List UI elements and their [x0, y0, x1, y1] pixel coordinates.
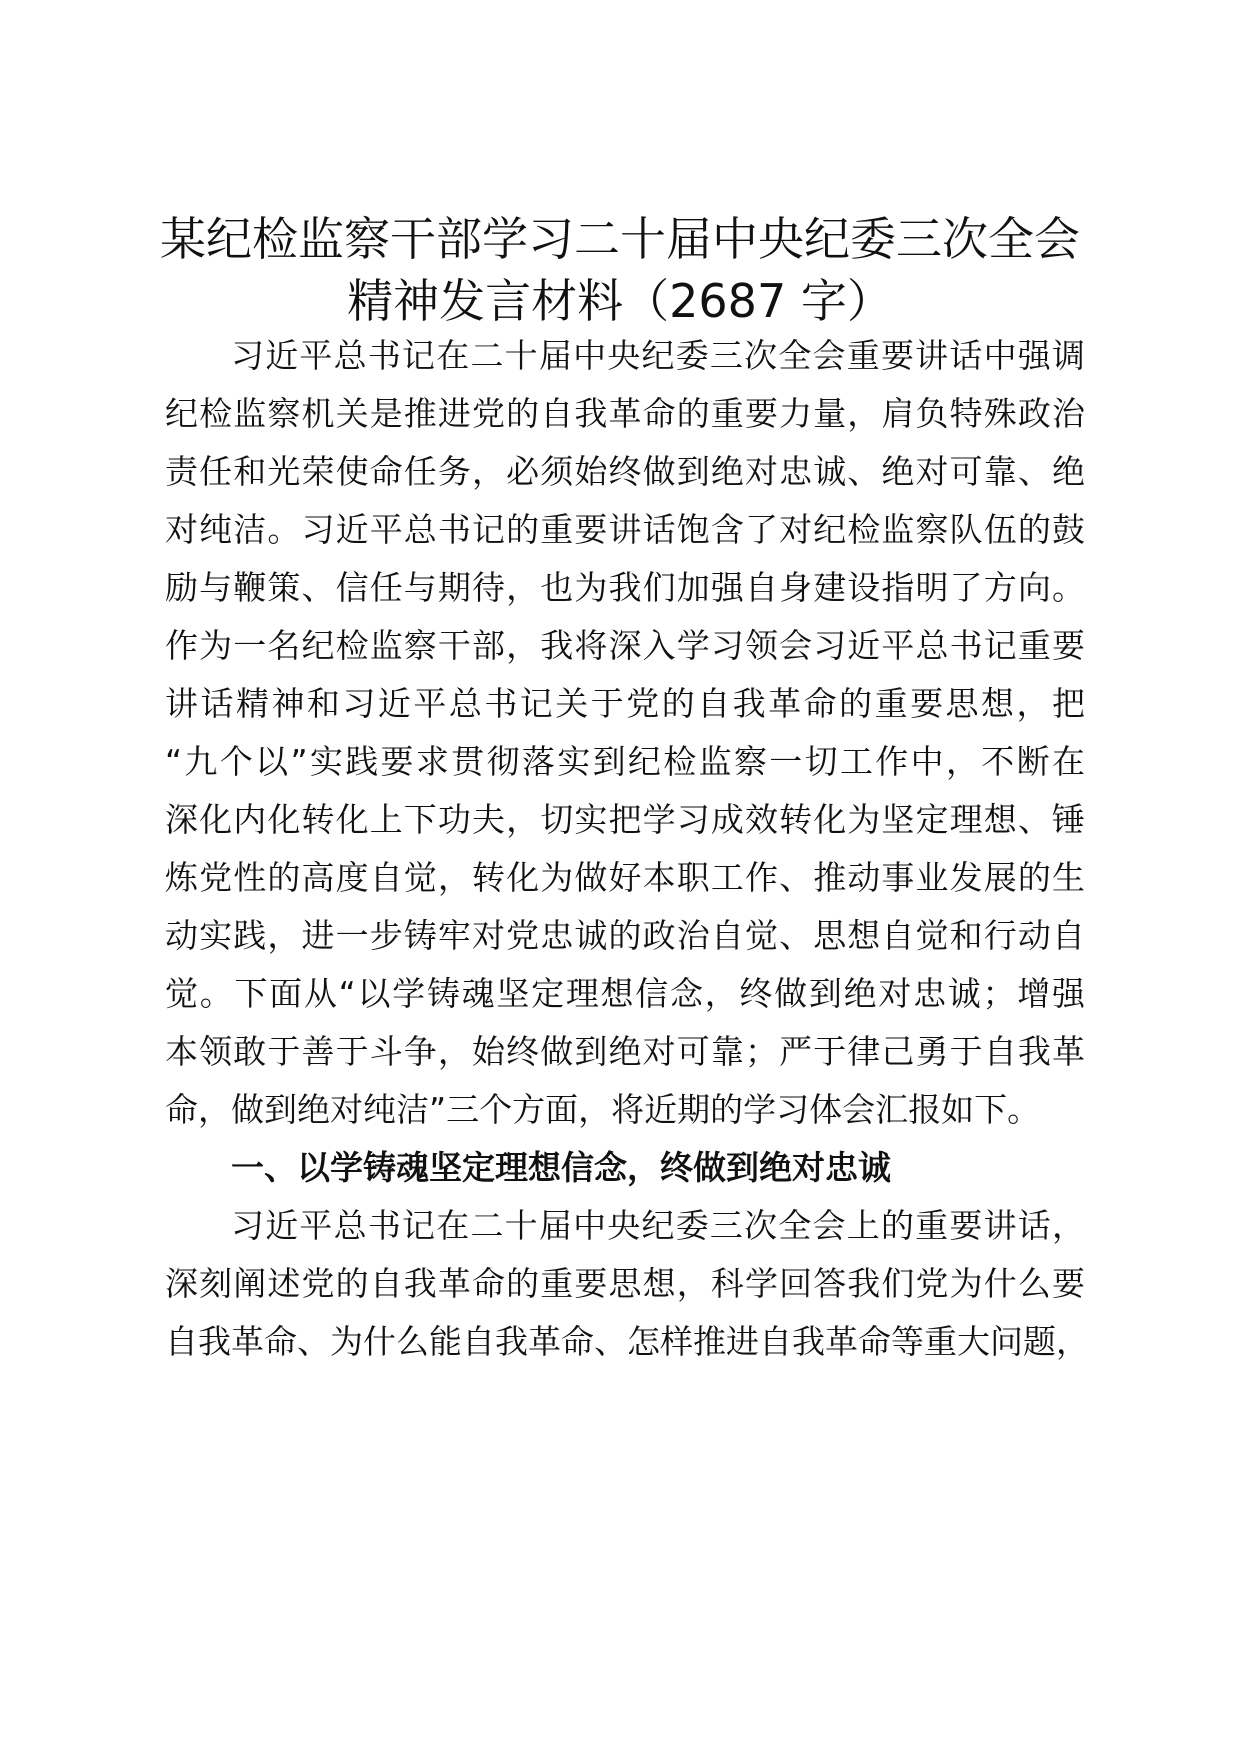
paragraph-2-line-3: 自我革命、为什么能自我革命、怎样推进自我革命等重大问题，	[165, 1322, 1089, 1361]
paragraph-1-line-7: 讲话精神和习近平总书记关于党的自我革命的重要思想，把	[165, 684, 1085, 723]
paragraph-1-line-2: 纪检监察机关是推进党的自我革命的重要力量，肩负特殊政治	[165, 394, 1085, 433]
paragraph-1-line-4: 对纯洁。习近平总书记的重要讲话饱含了对纪检监察队伍的鼓	[165, 510, 1085, 549]
paragraph-1-line-10: 炼党性的高度自觉，转化为做好本职工作、推动事业发展的生	[165, 858, 1085, 897]
paragraph-1-line-1: 习近平总书记在二十届中央纪委三次全会重要讲话中强调	[231, 336, 1085, 375]
paragraph-1-line-3: 责任和光荣使命任务，必须始终做到绝对忠诚、绝对可靠、绝	[165, 452, 1085, 491]
section-1-heading: 一、以学铸魂坚定理想信念，终做到绝对忠诚	[231, 1148, 891, 1187]
paragraph-1-line-5: 励与鞭策、信任与期待，也为我们加强自身建设指明了方向。	[165, 568, 1085, 607]
paragraph-1-line-11: 动实践，进一步铸牢对党忠诚的政治自觉、思想自觉和行动自	[165, 916, 1085, 955]
paragraph-2-line-2: 深刻阐述党的自我革命的重要思想，科学回答我们党为什么要	[165, 1264, 1085, 1303]
paragraph-1-line-14: 命，做到绝对纯洁”三个方面，将近期的学习体会汇报如下。	[165, 1090, 1041, 1129]
paragraph-2-line-1: 习近平总书记在二十届中央纪委三次全会上的重要讲话，	[231, 1206, 1085, 1245]
paragraph-1-line-6: 作为一名纪检监察干部，我将深入学习领会习近平总书记重要	[165, 626, 1085, 665]
paragraph-1-line-9: 深化内化转化上下功夫，切实把学习成效转化为坚定理想、锤	[165, 800, 1085, 839]
paragraph-1-line-12: 觉。下面从“以学铸魂坚定理想信念，终做到绝对忠诚；增强	[165, 974, 1085, 1013]
paragraph-1-line-13: 本领敢于善于斗争，始终做到绝对可靠；严于律己勇于自我革	[165, 1032, 1085, 1071]
document-title-line-2: 精神发言材料（2687 字）	[347, 274, 893, 328]
document-title-line-1: 某纪检监察干部学习二十届中央纪委三次全会	[160, 212, 1080, 266]
paragraph-1-line-8: “九个以”实践要求贯彻落实到纪检监察一切工作中，不断在	[165, 742, 1085, 781]
